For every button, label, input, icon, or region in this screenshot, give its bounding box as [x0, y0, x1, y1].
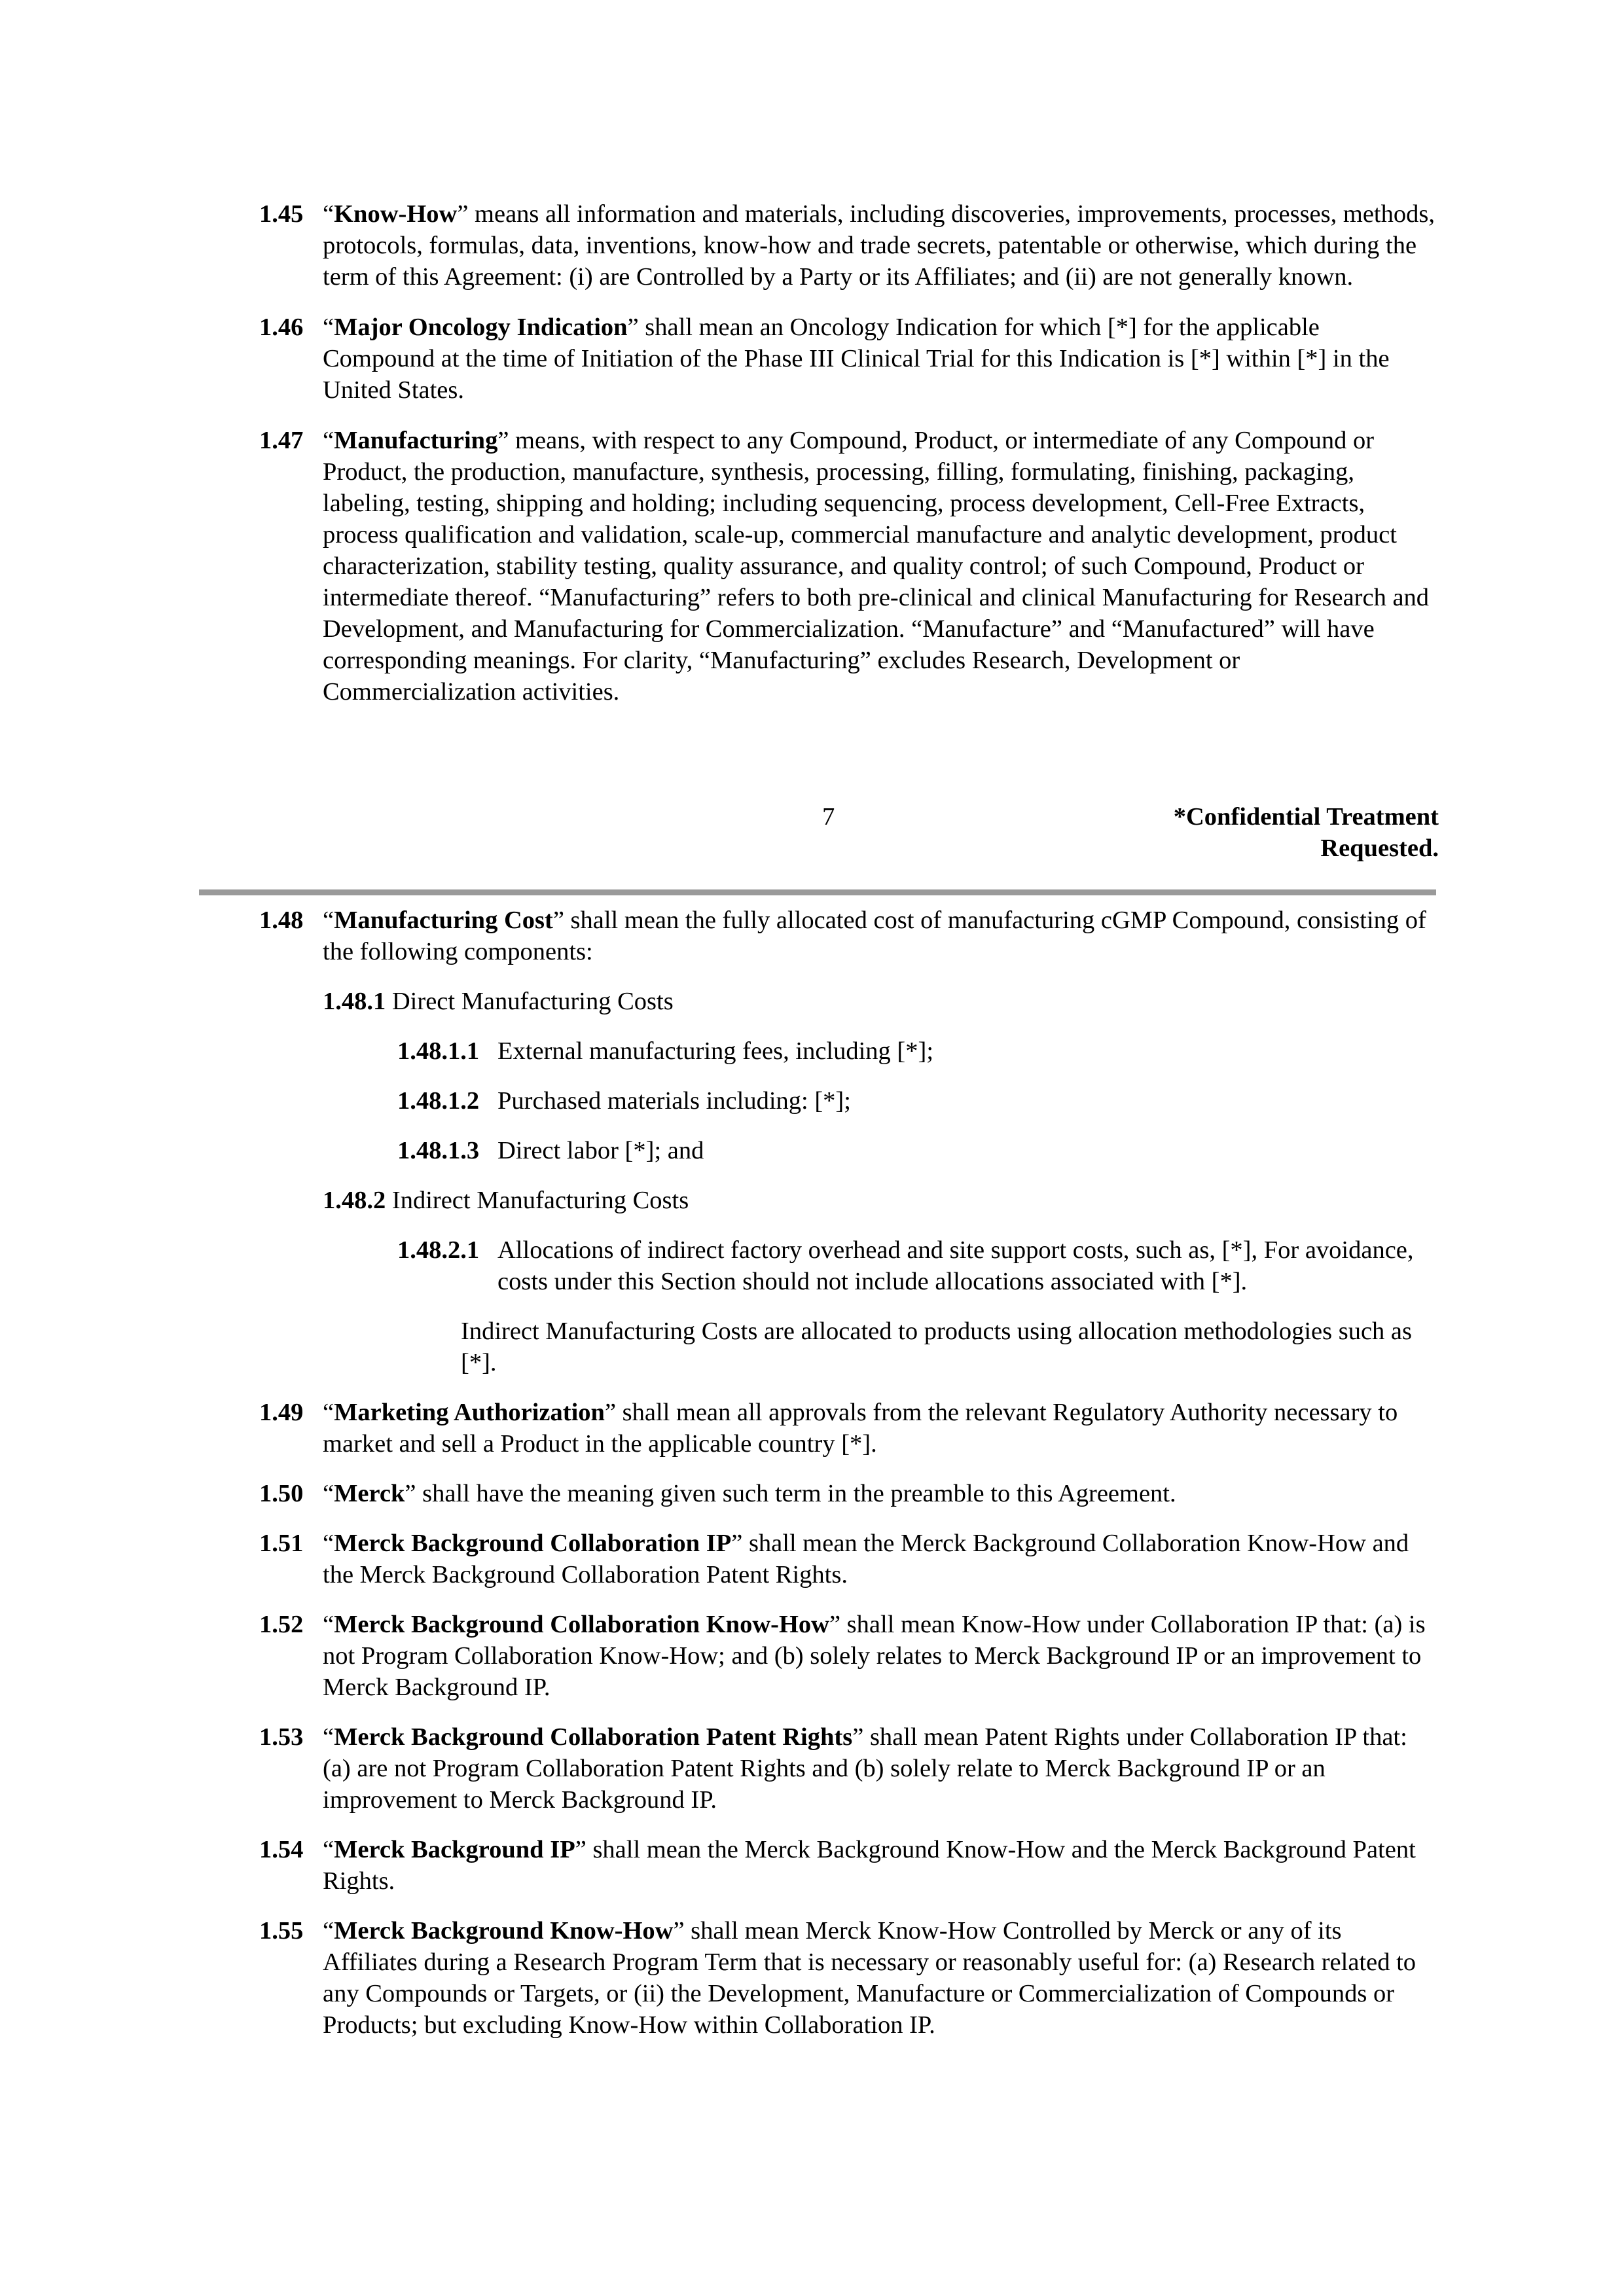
section-number: 1.46 — [259, 314, 304, 341]
defined-term: Know-How — [334, 200, 458, 228]
confidential-notice — [1174, 801, 1439, 864]
subsection-number: 1.48.2 — [323, 1187, 386, 1214]
defined-term: Marketing Authorization — [334, 1399, 605, 1426]
definition-text: ” means, with respect to any Compound, Product, or intermediate of any Compound or Product, the production, manufacture, synthesis, processing, filling, formulating, finishing, packaging, labeling, testing, shipping and holding; including sequencing, process development, Cell-Free Extracts, process qualification and validation, scale-up, commercial manufacture and analytic development, product characterization, stability testing, quality assurance, and quality control; of such Compound, Product or intermediate thereof. “Manufacturing” refers to both pre-clinical and clinical Manufacturing for Research and Development, and Manufacturing for Commercialization. “Manufacture” and “Manufactured” will have corresponding meanings. For clarity, “Manufacturing” excludes Research, Development or Commercialization activities. — [323, 427, 1430, 706]
subsection-1-48-1 — [323, 986, 1437, 1017]
section-number: 1.54 — [259, 1836, 304, 1863]
defined-term: Merck Background IP — [334, 1836, 575, 1863]
defined-term: Merck — [334, 1480, 405, 1507]
definition-1-52: 1.52 “Merck Background Collaboration Know-How” shall mean Know-How under Collaboration IP that: (a) is not Program Collaboration Know-How; and (b) solely relates to Merck Background IP or an improvement to Merck Background IP. — [259, 1609, 1437, 1703]
definition-text: ” shall mean Patent Rights under Collaboration IP that: (a) are not Program Collaboration Patent Rights and (b) solely relate to Merck Background IP or an improvement to Merck Background IP. — [323, 1723, 1407, 1814]
defined-term: Merck Background Know-How — [334, 1917, 674, 1945]
definition-text: ” shall mean the fully allocated cost of manufacturing cGMP Compound, consisting of the following components: — [323, 906, 1426, 965]
section-number: 1.49 — [259, 1399, 304, 1426]
item-text: Purchased materials including: [*]; — [497, 1087, 851, 1115]
defined-term: Manufacturing — [334, 427, 498, 454]
section-number: 1.50 — [259, 1480, 304, 1507]
item-text: Direct labor [*]; and — [497, 1137, 704, 1164]
item-number: 1.48.2.1 — [397, 1236, 480, 1264]
defined-term: Major Oncology Indication — [334, 314, 628, 341]
definition-text: ” shall mean the Merck Background Collaboration Know-How and the Merck Background Collaboration Patent Rights. — [323, 1530, 1409, 1588]
item-text: External manufacturing fees, including [*]; — [497, 1037, 934, 1065]
subsection-title: Indirect Manufacturing Costs — [391, 1187, 689, 1214]
subsection-1-48-2 — [323, 1185, 1437, 1216]
section-number: 1.52 — [259, 1611, 304, 1638]
item-1-48-1-3 — [397, 1135, 1437, 1166]
definition-text: ” shall mean all approvals from the relevant Regulatory Authority necessary to market and sell a Product in the applicable country [*]. — [323, 1399, 1398, 1458]
item-1-48-1-2 — [397, 1085, 1437, 1117]
item-number: 1.48.1.1 — [397, 1037, 480, 1065]
section-number: 1.51 — [259, 1530, 304, 1557]
definition-text: ” shall mean Merck Know-How Controlled by Merck or any of its Affiliates during a Research Program Term that is necessary or reasonably useful for: (a) Research related to any Compounds or Targets, or (ii) the Development, Manufacture or Commercialization of Compounds or Products; but excluding Know-How within Collaboration IP. — [323, 1917, 1416, 2039]
definitions-top — [259, 198, 1437, 708]
definition-1-51: 1.51 “Merck Background Collaboration IP” shall mean the Merck Background Collaboration Know-How and the Merck Background Collaboration Patent Rights. — [259, 1528, 1437, 1590]
indirect-costs-note: Indirect Manufacturing Costs are allocated to products using allocation methodologies such as [*]. — [461, 1318, 1412, 1376]
definition-1-53: 1.53 “Merck Background Collaboration Patent Rights” shall mean Patent Rights under Collaboration IP that: (a) are not Program Collaboration Patent Rights and (b) solely relate to Merck Background IP or an improvement to Merck Background IP. — [259, 1721, 1437, 1816]
definition-1-47: 1.47 “Manufacturing” means, with respect to any Compound, Product, or intermediate of any Compound or Product, the production, manufacture, synthesis, processing, filling, formulating, finishing, packaging, labeling, testing, shipping and holding; including sequencing, process development, Cell-Free Extracts, process qualification and validation, scale-up, commercial manufacture and analytic development, product characterization, stability testing, quality assurance, and quality control; of such Compound, Product or intermediate thereof. “Manufacturing” refers to both pre-clinical and clinical Manufacturing for Research and Development, and Manufacturing for Commercialization. “Manufacture” and “Manufactured” will have corresponding meanings. For clarity, “Manufacturing” excludes Research, Development or Commercialization activities. — [259, 425, 1437, 708]
subsection-number: 1.48.1 — [323, 988, 386, 1015]
defined-term: Merck Background Collaboration Know-How — [334, 1611, 829, 1638]
item-1-48-2-1 — [397, 1234, 1437, 1297]
definition-text: ” shall have the meaning given such term in the preamble to this Agreement. — [405, 1480, 1176, 1507]
section-number: 1.48 — [259, 906, 304, 934]
section-number: 1.45 — [259, 200, 304, 228]
definition-1-49: 1.49 “Marketing Authorization” shall mean all approvals from the relevant Regulatory Authority necessary to market and sell a Product in the applicable country [*]. — [259, 1397, 1437, 1460]
definition-text: ” shall mean Know-How under Collaboration IP that: (a) is not Program Collaboration Know-How; and (b) solely relates to Merck Background IP or an improvement to Merck Background IP. — [323, 1611, 1426, 1701]
definition-1-50: 1.50 “Merck” shall have the meaning given such term in the preamble to this Agreement. — [259, 1478, 1437, 1509]
item-number: 1.48.1.3 — [397, 1137, 480, 1164]
confidential-line-2: Requested. — [1320, 834, 1439, 862]
definition-1-55: 1.55 “Merck Background Know-How” shall mean Merck Know-How Controlled by Merck or any of its Affiliates during a Research Program Term that is necessary or reasonably useful for: (a) Research related to any Compounds or Targets, or (ii) the Development, Manufacture or Commercialization of Compounds or Products; but excluding Know-How within Collaboration IP. — [259, 1915, 1437, 2041]
defined-term: Manufacturing Cost — [334, 906, 553, 934]
section-number: 1.53 — [259, 1723, 304, 1751]
page-number: 7 — [822, 803, 835, 831]
subsection-title: Direct Manufacturing Costs — [391, 988, 674, 1015]
defined-term: Merck Background Collaboration IP — [334, 1530, 732, 1557]
item-text: Allocations of indirect factory overhead and site support costs, such as, [*], For avoidance, costs under this Section should not include allocations associated with [*]. — [497, 1236, 1414, 1295]
definition-text: ” means all information and materials, including discoveries, improvements, processes, methods, protocols, formulas, data, inventions, know-how and trade secrets, patentable or otherwise, which during the term of this Agreement: (i) are Controlled by a Party or its Affiliates; and (ii) are not generally known. — [323, 200, 1435, 291]
definition-1-54: 1.54 “Merck Background IP” shall mean the Merck Background Know-How and the Merck Background Patent Rights. — [259, 1834, 1437, 1897]
section-number: 1.55 — [259, 1917, 304, 1945]
item-number: 1.48.1.2 — [397, 1087, 480, 1115]
definition-text: ” shall mean the Merck Background Know-How and the Merck Background Patent Rights. — [323, 1836, 1416, 1895]
confidential-line-1: *Confidential Treatment — [1173, 803, 1439, 831]
definitions-bottom — [259, 905, 1437, 2041]
definition-1-46: 1.46 “Major Oncology Indication” shall mean an Oncology Indication for which [*] for the applicable Compound at the time of Initiation of the Phase III Clinical Trial for this Indication is [*] within [*] in the United States. — [259, 312, 1437, 406]
defined-term: Merck Background Collaboration Patent Rights — [334, 1723, 853, 1751]
section-number: 1.47 — [259, 427, 304, 454]
definition-text: ” shall mean an Oncology Indication for which [*] for the applicable Compound at the time of Initiation of the Phase III Clinical Trial for this Indication is [*] within [*] in the United States. — [323, 314, 1390, 404]
item-1-48-1-1 — [397, 1035, 1437, 1067]
page-break-divider — [199, 889, 1436, 895]
definition-1-45: 1.45 “Know-How” means all information and materials, including discoveries, improvements, processes, methods, protocols, formulas, data, inventions, know-how and trade secrets, patentable or otherwise, which during the term of this Agreement: (i) are Controlled by a Party or its Affiliates; and (ii) are not generally known. — [259, 198, 1437, 293]
definition-1-48: 1.48 “Manufacturing Cost” shall mean the fully allocated cost of manufacturing cGMP Compound, consisting of the following components: — [259, 905, 1437, 967]
